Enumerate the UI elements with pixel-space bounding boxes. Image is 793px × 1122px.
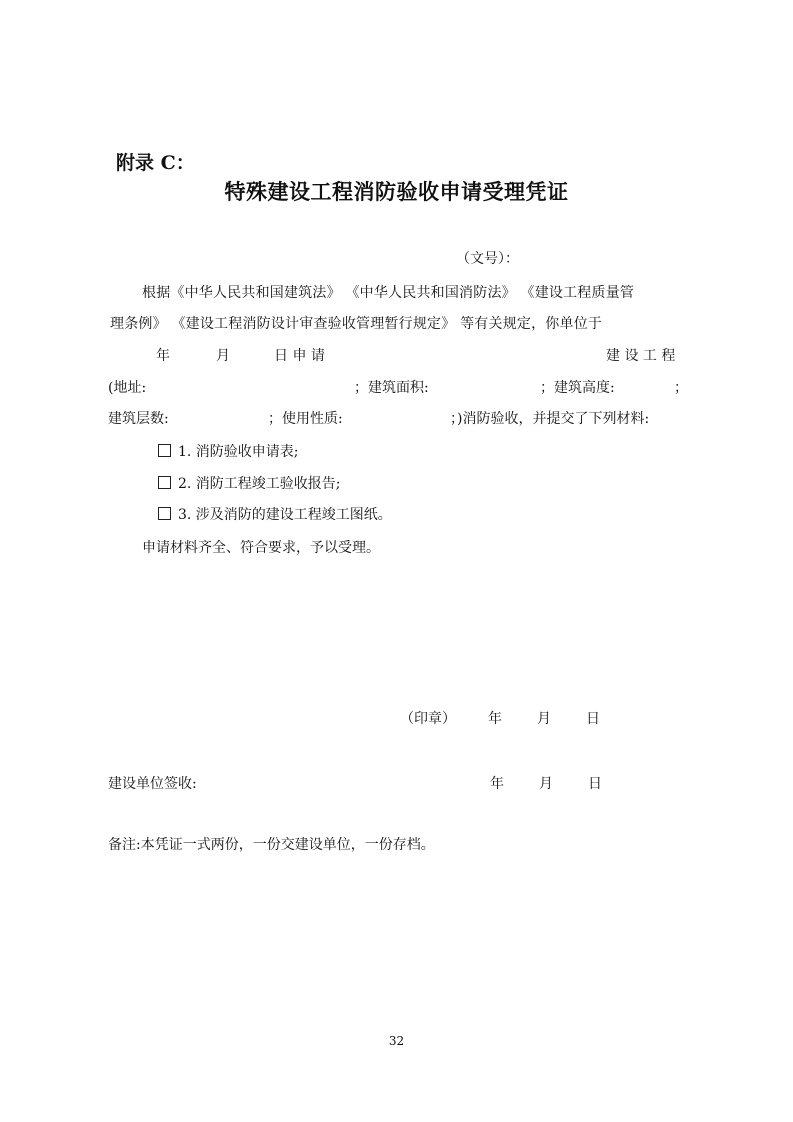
address-label: (地址: <box>108 380 147 396</box>
receipt-day: 日 <box>588 776 602 792</box>
acceptance-statement: 申请材料齐全、符合要求，予以受理。 <box>142 540 380 556</box>
floors-label: 建筑层数: <box>108 411 169 427</box>
building-height-label: ；建筑高度: <box>540 380 615 396</box>
apply-month-label: 月 <box>216 348 230 364</box>
usage-label: ；使用性质: <box>268 411 343 427</box>
apply-year-label: 年 <box>156 348 170 364</box>
checkbox-icon[interactable] <box>158 507 171 520</box>
page-number: 32 <box>388 1034 405 1048</box>
page-title: 特殊建设工程消防验收申请受理凭证 <box>224 179 569 204</box>
material-item: 3. 涉及消防的建设工程竣工图纸。 <box>158 504 392 524</box>
seal-month: 月 <box>537 711 551 727</box>
material-item: 2. 消防工程竣工验收报告; <box>158 473 341 493</box>
receipt-year: 年 <box>490 776 504 792</box>
document-number-label: （文号）： <box>456 251 519 267</box>
paragraph-line-2: 理条例》 《建设工程消防设计审查验收管理暂行规定》 等有关规定，你单位于 <box>110 316 603 332</box>
checkbox-icon[interactable] <box>158 476 171 489</box>
remarks-note: 备注:本凭证一式两份，一份交建设单位，一份存档。 <box>108 837 435 853</box>
separator: ； <box>674 380 688 396</box>
paragraph-line-1: 根据《中华人民共和国建筑法》 《中华人民共和国消防法》 《建设工程质量管 <box>142 285 635 301</box>
seal-year: 年 <box>488 711 502 727</box>
receipt-month: 月 <box>539 776 553 792</box>
apply-day-label: 日 申 请 <box>274 348 325 364</box>
submission-text: ；)消防验收，并提交了下列材料: <box>450 411 650 427</box>
receipt-label: 建设单位签收: <box>108 776 197 792</box>
appendix-label: 附录 C： <box>116 152 195 174</box>
seal-label: （印章） <box>400 711 456 727</box>
building-area-label: ；建筑面积: <box>354 380 429 396</box>
project-label: 建 设 工 程 <box>606 348 676 364</box>
material-item: 1. 消防验收申请表; <box>158 441 299 461</box>
seal-day: 日 <box>586 711 600 727</box>
checkbox-icon[interactable] <box>158 444 171 457</box>
